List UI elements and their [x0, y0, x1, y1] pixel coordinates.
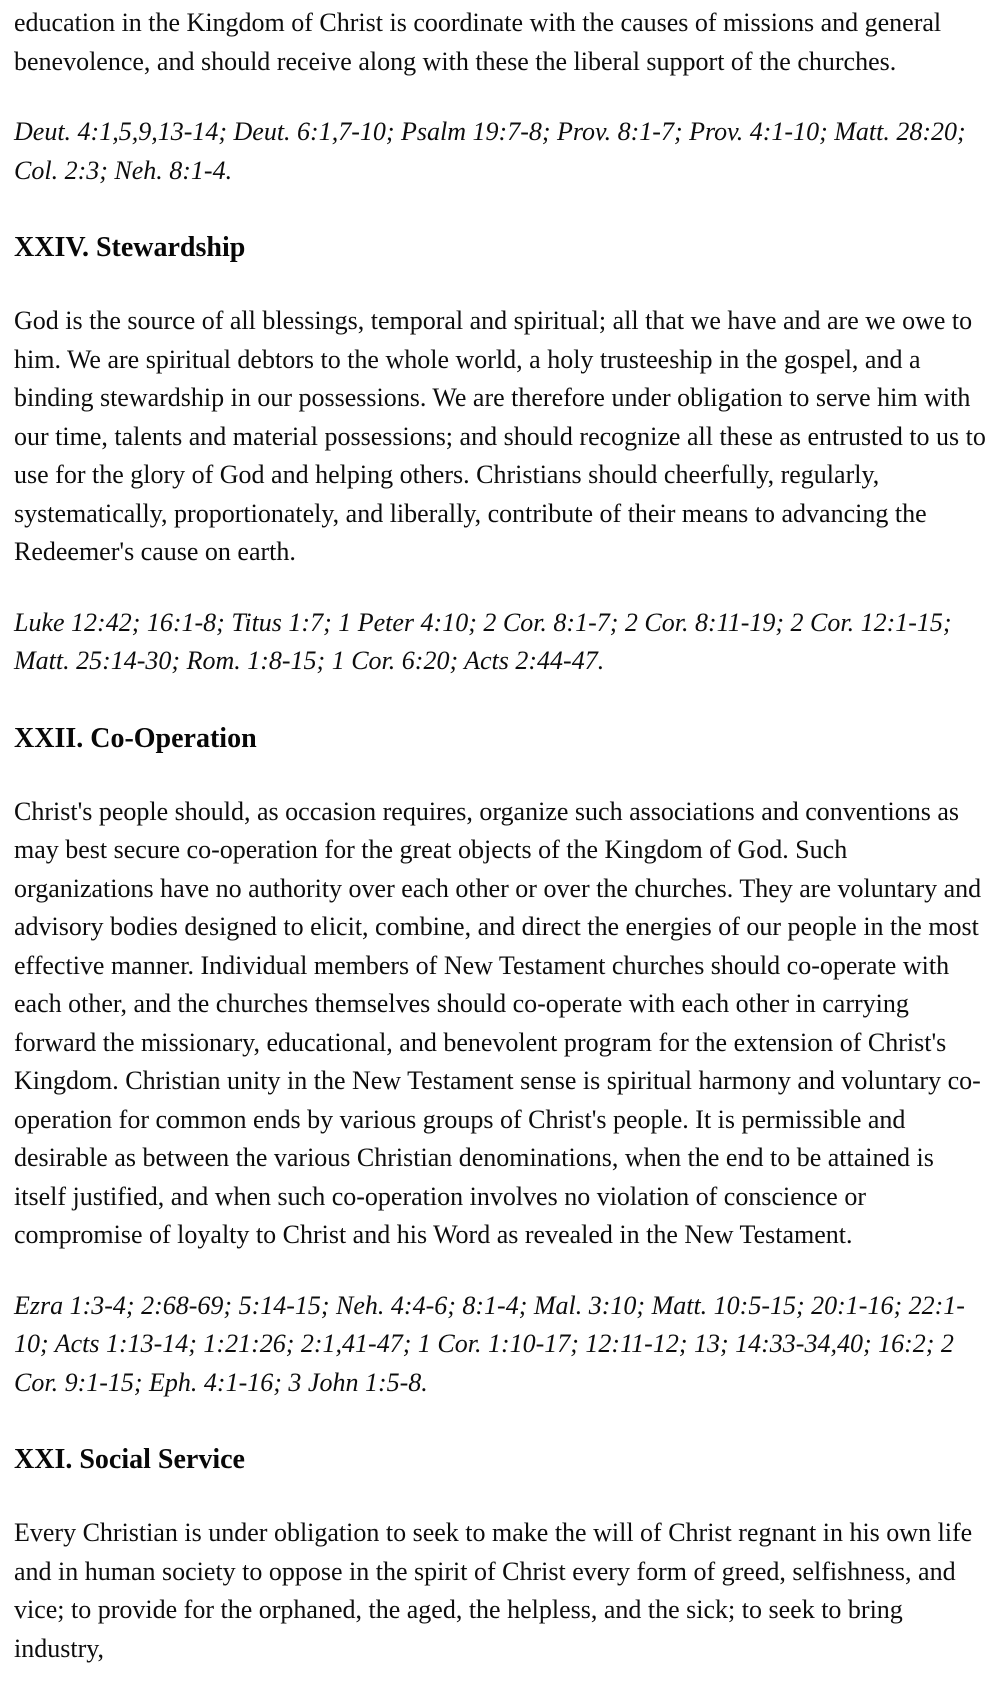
section-heading-co-operation: XXII. Co-Operation: [14, 722, 257, 754]
section-heading-stewardship: XXIV. Stewardship: [14, 232, 246, 263]
scripture-references-stewardship: Luke 12:42; 16:1-8; Titus 1:7; 1 Peter 4:10; 2 Cor. 8:1-7; 2 Cor. 8:11-19; 2 Cor. 12:1-15; Matt. 25:14-30; Rom. 1:8-15; 1 Cor. 6:20; Acts 2:44-47.: [14, 607, 952, 675]
section-heading-social-service: XXI. Social Service: [14, 1444, 245, 1475]
paragraph-social-service: Every Christian is under obligation to seek to make the will of Christ regnant in his own life and in human society to oppose in the spirit of Christ every form of greed, selfishness, and vice; to provide for the orphaned, the aged, the helpless, and the sick; to seek to bring industry,: [14, 1518, 973, 1663]
paragraph-co-operation: Christ's people should, as occasion requires, organize such associations and conventions as may best secure co-operation for the great objects of the Kingdom of God. Such organizations have no authority over each other or over the churches. They are voluntary and advisory bodies designed to elicit, combine, and direct the energies of our people in the most effective manner. Individual members of New Testament churches should co-operate with each other, and the churches themselves should co-operate with each other in carrying forward the missionary, educational, and benevolent program for the extension of Christ's Kingdom. Christian unity in the New Testament sense is spiritual harmony and voluntary co-operation for common ends by various groups of Christ's people. It is permissible and desirable as between the various Christian denominations, when the end to be attained is itself justified, and when such co-operation involves no violation of conscience or compromise of loyalty to Christ and his Word as revealed in the New Testament.: [14, 796, 982, 1249]
paragraph-stewardship: God is the source of all blessings, temporal and spiritual; all that we have and are we owe to him. We are spiritual debtors to the whole world, a holy trusteeship in the gospel, and a binding stewardship in our possessions. We are therefore under obligation to serve him with our time, talents and material possessions; and should recognize all these as entrusted to us to use for the glory of God and helping others. Christians should cheerfully, regularly, systematically, proportionately, and liberally, contribute of their means to advancing the Redeemer's cause on earth.: [14, 306, 986, 566]
paragraph-education-continuation: education in the Kingdom of Christ is coordinate with the causes of missions and general benevolence, and should receive along with these the liberal support of the churches.: [14, 8, 942, 76]
scripture-references-co-operation: Ezra 1:3-4; 2:68-69; 5:14-15; Neh. 4:4-6; 8:1-4; Mal. 3:10; Matt. 10:5-15; 20:1-16; 22:1-10; Acts 1:13-14; 1:21:26; 2:1,41-47; 1 Cor. 1:10-17; 12:11-12; 13; 14:33-34,40; 16:2; 2 Cor. 9:1-15; Eph. 4:1-16; 3 John 1:5-8.: [14, 1290, 965, 1397]
scripture-references-education: Deut. 4:1,5,9,13-14; Deut. 6:1,7-10; Psalm 19:7-8; Prov. 8:1-7; Prov. 4:1-10; Matt. 28:20; Col. 2:3; Neh. 8:1-4.: [14, 117, 966, 185]
